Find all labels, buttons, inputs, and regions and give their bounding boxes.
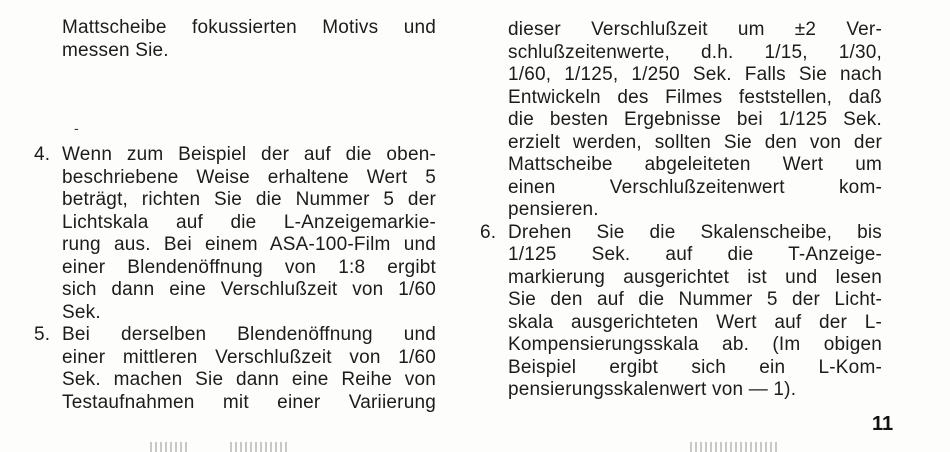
scan-noise: [690, 442, 780, 452]
stray-mark: -: [74, 120, 79, 136]
text-line: die besten Ergebnisse bei 1/125 Sek.: [508, 109, 882, 130]
text-line: markierung ausgerichtet ist und lesen: [508, 266, 882, 288]
text-line: Sie den auf die Nummer 5 der Licht-: [508, 289, 882, 310]
right-intro-paragraph: [508, 19, 882, 222]
text-line: sich dann eine Verschlußzeit von 1/60: [62, 279, 436, 300]
text-line: Beispiel ergibt sich ein L-Kom-: [508, 356, 882, 378]
page-number: 11: [872, 413, 894, 435]
text-line: einer Blendenöffnung von 1:8 ergibt: [62, 256, 436, 278]
text-line: beschriebene Weise erhaltene Wert 5: [62, 166, 436, 188]
text-line: beträgt, richten Sie die Nummer 5 der: [62, 189, 436, 210]
right-column: [480, 19, 882, 402]
list-item-number: 4.: [34, 144, 51, 165]
text-line: Entwickeln des Filmes feststellen, daß: [508, 86, 882, 108]
text-line: einer mittleren Verschlußzeit von 1/60: [62, 346, 436, 368]
text-line: Kompensierungsskala ab. (Im obigen: [508, 334, 882, 355]
text-line: Sek.: [62, 301, 101, 323]
text-line: rung aus. Bei einem ASA-100-Film und: [62, 234, 436, 255]
text-line: Testaufnahmen mit einer Variierung: [62, 391, 436, 413]
text-line: Drehen Sie die Skalenscheibe, bis: [508, 221, 882, 243]
text-line: Bei derselben Blendenöffnung und: [62, 324, 436, 345]
text-line: 1/125 Sek. auf die T-Anzeige-: [508, 244, 882, 265]
list-item-number: 5.: [34, 324, 51, 345]
text-line: pensierungsskalenwert von — 1).: [508, 379, 797, 400]
text-line: Wenn zum Beispiel der auf die oben-: [62, 144, 436, 165]
text-line: erzielt werden, sollten Sie den von der: [508, 131, 882, 153]
scan-noise: [230, 442, 290, 452]
text-line: 1/60, 1/125, 1/250 Sek. Falls Sie nach: [508, 64, 882, 85]
scan-noise: [150, 442, 190, 452]
list-item-5: [34, 324, 436, 414]
text-line: pensieren.: [508, 199, 599, 220]
text-line: dieser Verschlußzeit um ±2 Ver-: [508, 19, 882, 40]
text-line: skala ausgerichteten Wert auf der L-: [508, 311, 882, 333]
left-column: [34, 17, 436, 414]
text-line: messen Sie.: [62, 39, 169, 61]
list-item-number: 6.: [480, 221, 497, 243]
text-line: Lichtskala auf die L-Anzeigemarkie-: [62, 211, 436, 233]
text-line: Mattscheibe abgeleiteten Wert um: [508, 154, 882, 175]
left-intro-paragraph: [62, 17, 436, 62]
text-line: schlußzeitenwerte, d.h. 1/15, 1/30,: [508, 41, 882, 63]
text-line: Mattscheibe fokussierten Motivs und: [62, 17, 436, 38]
list-item-6: [480, 221, 882, 402]
text-line: einen Verschlußzeitenwert kom-: [508, 176, 882, 198]
list-item-4: [34, 144, 436, 324]
text-line: Sek. machen Sie dann eine Reihe von: [62, 369, 436, 390]
